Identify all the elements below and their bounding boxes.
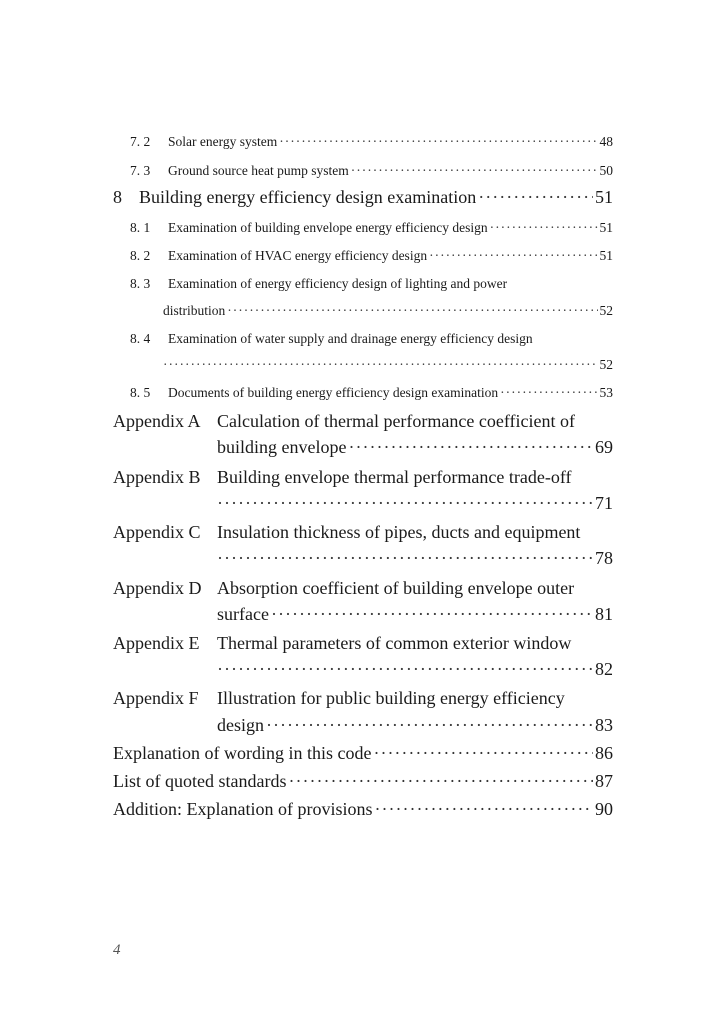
dot-leader (429, 248, 597, 264)
toc-page: 48 (599, 134, 613, 149)
toc-page: 52 (599, 303, 613, 318)
toc-title: Examination of energy efficiency design of lighting and power (168, 276, 508, 291)
toc-entry-appendix-c-cont[interactable] (0, 548, 724, 569)
dot-leader (217, 659, 593, 680)
toc-page: 81 (595, 604, 613, 624)
toc-number: Appendix A (113, 411, 201, 431)
toc-number: 8. 4 (130, 331, 151, 346)
toc-number: 8. 2 (130, 248, 151, 263)
toc-title: Solar energy system (168, 134, 278, 149)
toc-page: 53 (599, 385, 613, 400)
toc-title-continued: building envelope (217, 437, 347, 457)
toc-entry-appendix-a[interactable] (0, 411, 724, 432)
toc-entry-addition[interactable] (0, 799, 724, 820)
toc-number: 8 (113, 187, 122, 207)
toc-entry-8-3-cont[interactable] (0, 303, 724, 319)
dot-leader (266, 715, 593, 736)
dot-leader (478, 187, 593, 208)
toc-title: List of quoted standards (113, 771, 287, 791)
toc-title: Addition: Explanation of provisions (113, 799, 373, 819)
toc-page: 87 (595, 771, 613, 791)
toc-title: Examination of building envelope energy efficiency design (168, 220, 488, 235)
toc-entry-explanation-of-wording[interactable] (0, 743, 724, 764)
toc-title: Insulation thickness of pipes, ducts and equipment (217, 522, 581, 542)
toc-entry-appendix-a-cont[interactable] (0, 437, 724, 458)
toc-page: 51 (599, 248, 613, 263)
dot-leader (348, 437, 593, 458)
toc-entry-8-3[interactable] (0, 276, 724, 292)
toc-title: Illustration for public building energy efficiency (217, 688, 565, 708)
toc-title-continued: surface (217, 604, 269, 624)
toc-page: 50 (599, 163, 613, 178)
toc-title: Absorption coefficient of building envelope outer (217, 578, 575, 598)
toc-page: 71 (595, 493, 613, 513)
toc-page: 52 (599, 357, 613, 372)
dot-leader (490, 220, 598, 236)
toc-title-continued: distribution (163, 303, 226, 318)
toc-entry-8-4-cont[interactable] (0, 357, 724, 373)
toc-entry-7-2[interactable] (0, 134, 724, 150)
toc-title: Documents of building energy efficiency design examination (168, 385, 499, 400)
dot-leader (351, 163, 598, 179)
toc-title: Building energy efficiency design examination (139, 187, 477, 207)
toc-page: 82 (595, 659, 613, 679)
toc-title: Building envelope thermal performance trade-off (217, 467, 572, 487)
toc-number: 8. 5 (130, 385, 151, 400)
toc-entry-quoted-standards[interactable] (0, 771, 724, 792)
toc-number: Appendix B (113, 467, 201, 487)
toc-number: Appendix D (113, 578, 202, 598)
toc-number: 7. 2 (130, 134, 151, 149)
dot-leader (374, 799, 593, 820)
dot-leader (163, 357, 598, 373)
toc-entry-8-2[interactable] (0, 248, 724, 264)
toc-page: 83 (595, 715, 613, 735)
toc-entry-appendix-d[interactable] (0, 578, 724, 599)
toc-entry-8[interactable] (0, 187, 724, 208)
toc-title: Explanation of wording in this code (113, 743, 372, 763)
toc-entry-8-5[interactable] (0, 385, 724, 401)
dot-leader (271, 604, 593, 625)
dot-leader (288, 771, 593, 792)
toc-page: 51 (595, 187, 613, 207)
toc-title: Examination of water supply and drainage energy efficiency design (168, 331, 533, 346)
toc-page: 51 (599, 220, 613, 235)
toc-number: 8. 1 (130, 220, 151, 235)
toc-number: Appendix E (113, 633, 200, 653)
toc-page: 78 (595, 548, 613, 568)
toc-entry-8-1[interactable] (0, 220, 724, 236)
toc-title: Examination of HVAC energy efficiency design (168, 248, 428, 263)
toc-number: Appendix C (113, 522, 201, 542)
toc-title: Thermal parameters of common exterior window (217, 633, 572, 653)
toc-entry-7-3[interactable] (0, 163, 724, 179)
toc-entry-appendix-f-cont[interactable] (0, 715, 724, 736)
toc-entry-appendix-e-cont[interactable] (0, 659, 724, 680)
toc-entry-appendix-e[interactable] (0, 633, 724, 654)
toc-entry-appendix-b-cont[interactable] (0, 493, 724, 514)
dot-leader (217, 493, 593, 514)
dot-leader (373, 743, 593, 764)
toc-entry-8-4[interactable] (0, 331, 724, 347)
toc-entry-appendix-f[interactable] (0, 688, 724, 709)
dot-leader (217, 548, 593, 569)
toc-number: 7. 3 (130, 163, 151, 178)
toc-entry-appendix-d-cont[interactable] (0, 604, 724, 625)
toc-page: 90 (595, 799, 613, 819)
toc-page: 69 (595, 437, 613, 457)
dot-leader (500, 385, 597, 401)
toc-page: 86 (595, 743, 613, 763)
toc-entry-appendix-b[interactable] (0, 467, 724, 488)
toc-number: Appendix F (113, 688, 199, 708)
toc-entry-appendix-c[interactable] (0, 522, 724, 543)
toc-title-continued: design (217, 715, 264, 735)
page-number: 4 (113, 942, 121, 958)
dot-leader (279, 134, 597, 150)
toc-number: 8. 3 (130, 276, 151, 291)
toc-title: Ground source heat pump system (168, 163, 349, 178)
dot-leader (227, 303, 597, 319)
toc-title: Calculation of thermal performance coefficient of (217, 411, 576, 431)
